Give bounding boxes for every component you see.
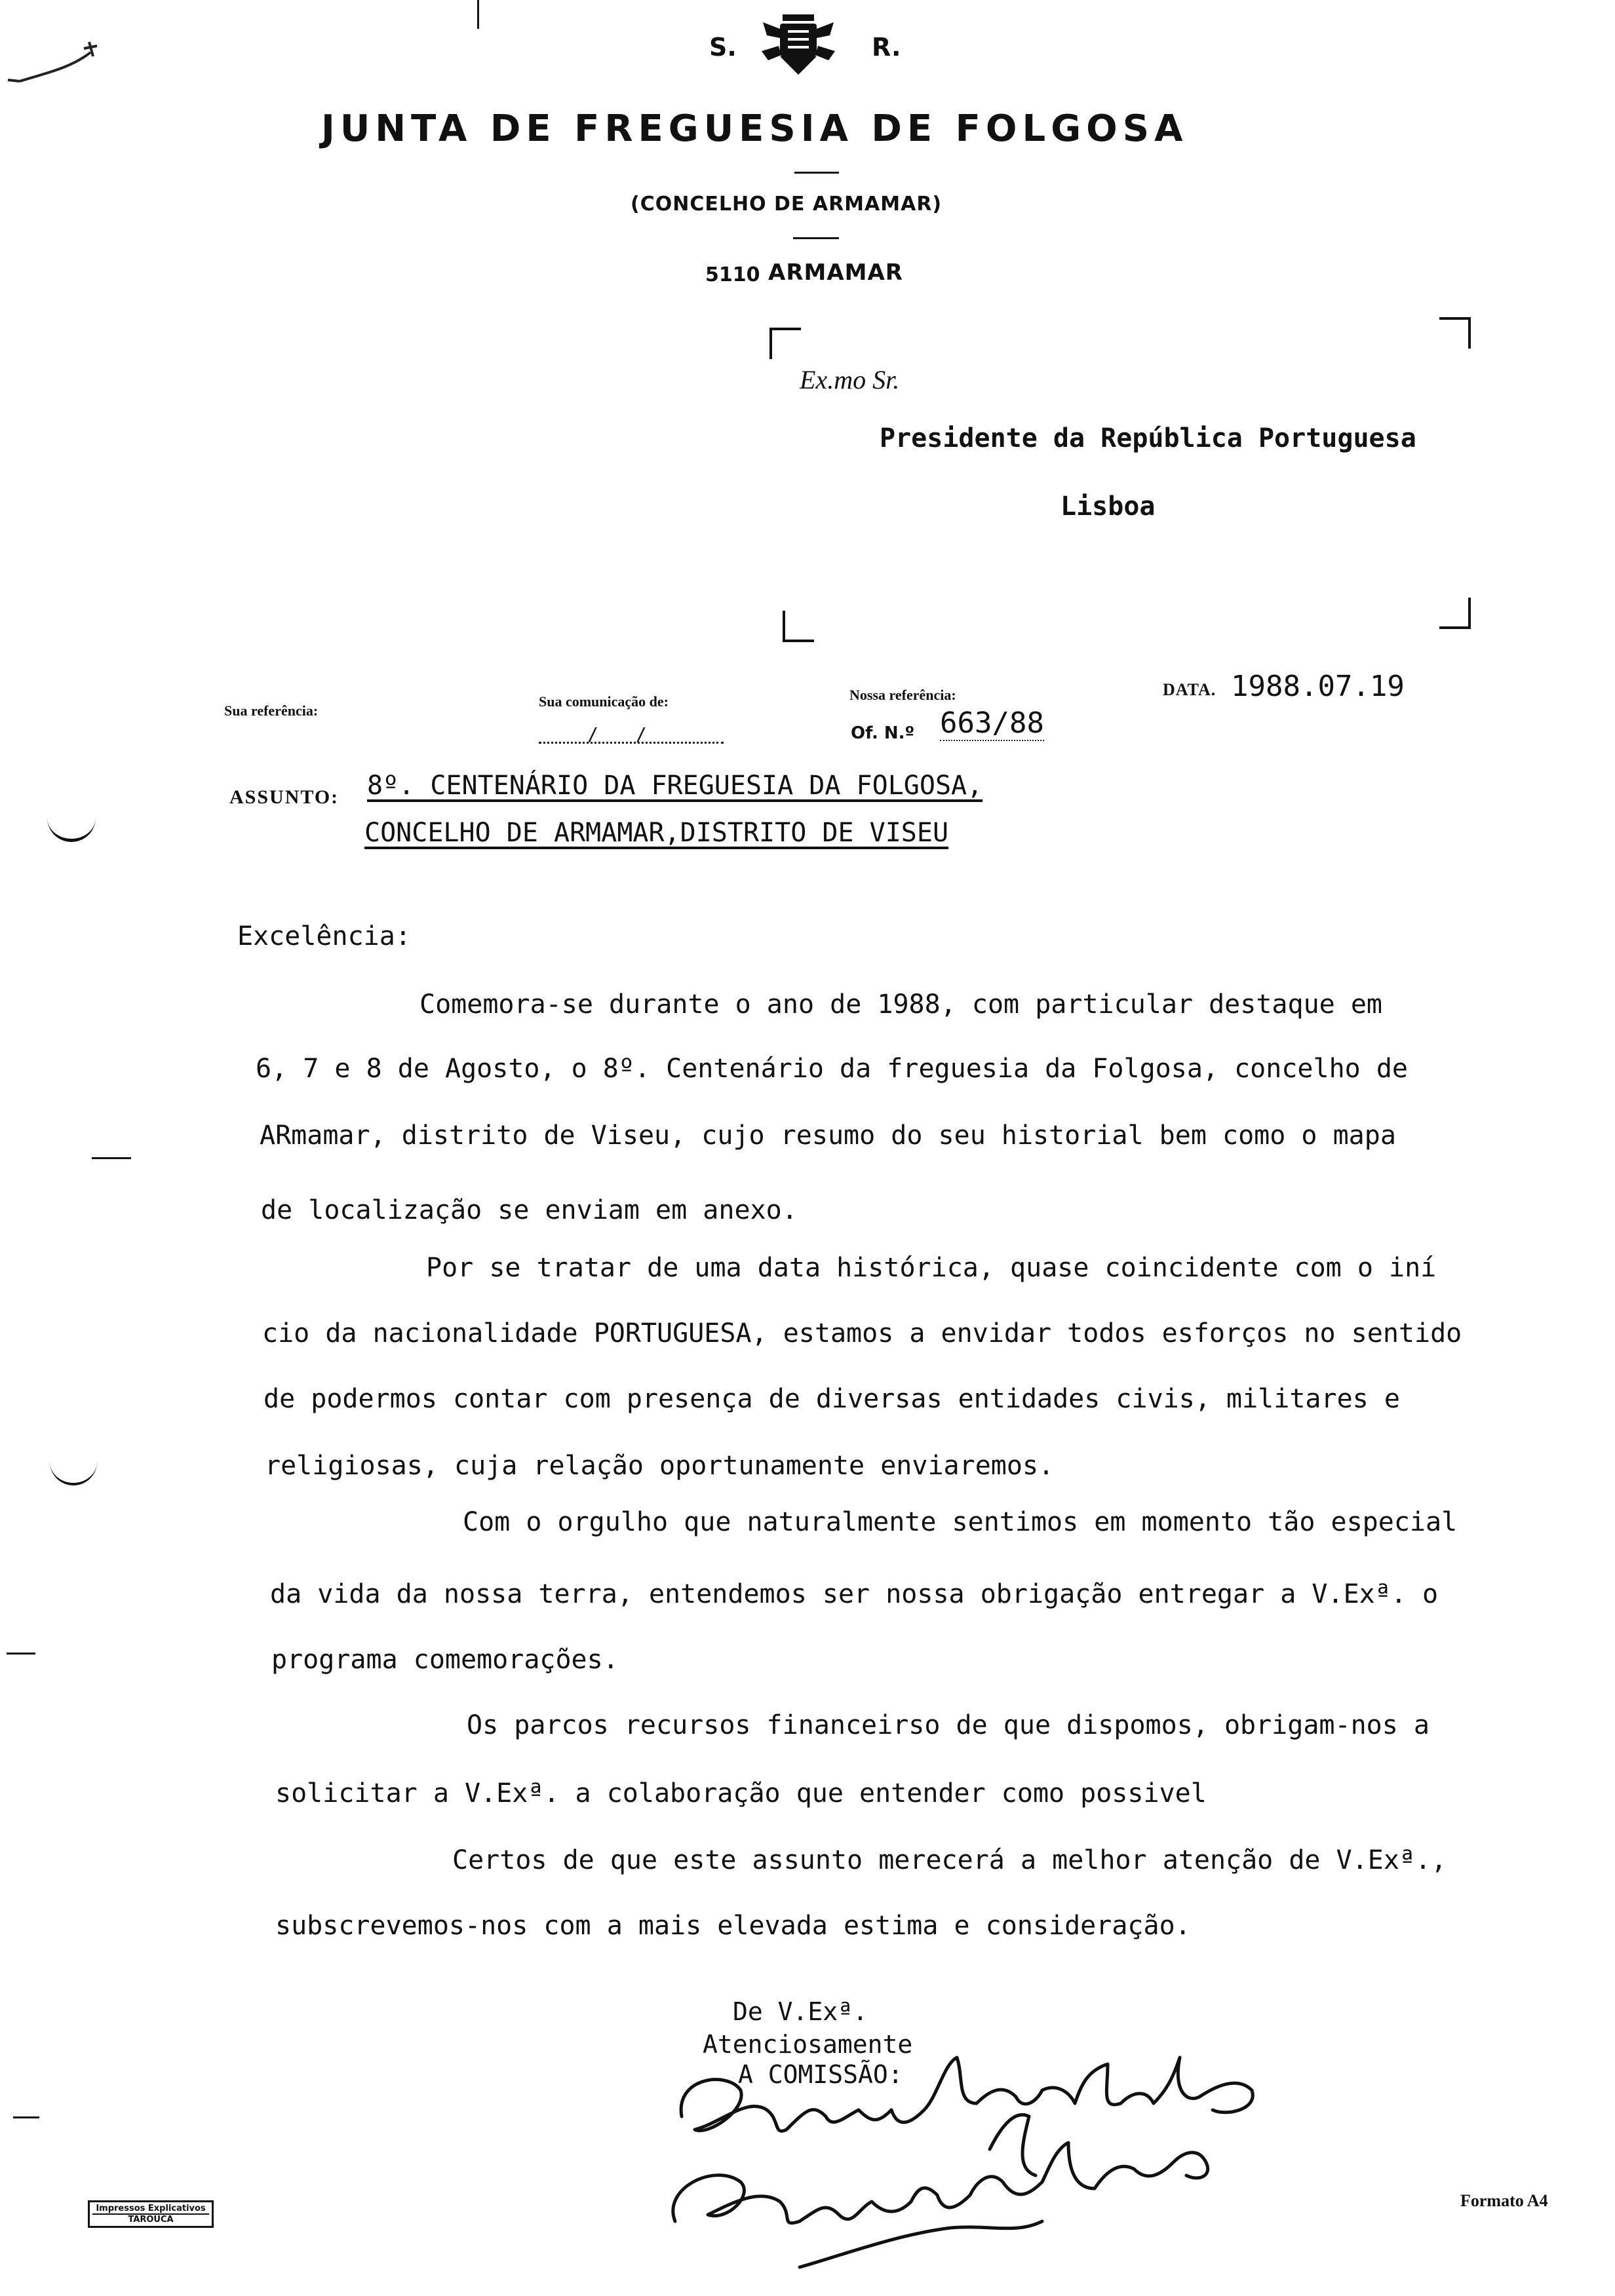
recipient-city: Lisboa — [1060, 491, 1156, 522]
body-line-14: Certos de que este assunto merecerá a melhor atenção de V.Exª., — [452, 1845, 1447, 1875]
postal-city: ARMAMAR — [768, 259, 903, 286]
subject-line-2: CONCELHO DE ARMAMAR,DISTRITO DE VISEU — [364, 818, 949, 848]
body-line-4: de localização se enviam em anexo. — [261, 1195, 798, 1225]
recipient-name: Presidente da República Portuguesa — [880, 423, 1416, 453]
sua-referencia-label: Sua referência: — [224, 702, 319, 719]
coat-of-arms-icon — [760, 9, 836, 81]
address-corner-top-left — [769, 328, 801, 359]
greeting: Excelência: — [237, 921, 411, 951]
fold-mark-1 — [92, 1157, 131, 1159]
punch-mark-2 — [50, 1458, 97, 1485]
sua-comunicacao-label: Sua comunicação de: — [539, 693, 669, 710]
subject-line-1: 8º. CENTENÁRIO DA FREGUESIA DA FOLGOSA, — [367, 771, 983, 801]
body-line-11: programa comemorações. — [271, 1645, 619, 1675]
sua-comunicacao-value: / / — [587, 723, 647, 745]
closing-line-1: De V.Exª. — [733, 1997, 868, 2026]
paper-format-label: Formato A4 — [1460, 2191, 1548, 2210]
printer-stamp — [88, 2200, 214, 2228]
organization-title: JUNTA DE FREGUESIA DE FOLGOSA — [321, 107, 1188, 150]
closing-line-3: A COMISSÃO: — [738, 2060, 903, 2089]
oficio-number: 663/88 — [940, 706, 1044, 740]
oficio-prefix: Of. N.º — [851, 723, 915, 743]
printer-line-1: Impressos Explicativos — [96, 2204, 206, 2213]
body-line-5: Por se tratar de uma data histórica, quase coincidente com o iní — [426, 1253, 1437, 1283]
body-line-12: Os parcos recursos financeirso de que dispomos, obrigam-nos a — [467, 1710, 1430, 1740]
address-corner-bottom-right — [1439, 598, 1471, 629]
body-line-8: religiosas, cuja relação oportunamente enviaremos. — [265, 1451, 1055, 1481]
printer-line-2: TAROUCA — [92, 2213, 209, 2225]
letterhead-left-mark: S. — [709, 33, 737, 62]
letterhead-right-mark: R. — [872, 33, 901, 62]
body-line-1: Comemora-se durante o ano de 1988, com particular destaque em — [419, 989, 1383, 1020]
closing-line-2: Atenciosamente — [703, 2030, 913, 2059]
address-corner-bottom-left — [783, 611, 814, 642]
subtitle-rule — [793, 237, 839, 239]
title-rule — [794, 172, 839, 174]
body-line-2: 6, 7 e 8 de Agosto, o 8º. Centenário da freguesia da Folgosa, concelho de — [256, 1054, 1408, 1084]
body-line-10: da vida da nossa terra, entendemos ser nossa obrigação entregar a V.Exª. o — [270, 1579, 1439, 1609]
postal-code: 5110 — [705, 263, 760, 286]
margin-scribble-icon — [5, 26, 104, 98]
body-line-15: subscrevemos-nos com a mais elevada estima e consideração. — [275, 1911, 1191, 1941]
fold-mark-2 — [7, 1653, 35, 1655]
body-line-7: de podermos contar com presença de diversas entidades civis, militares e — [263, 1384, 1400, 1414]
fold-mark-3 — [13, 2116, 39, 2118]
body-line-13: solicitar a V.Exª. a colaboração que entender como possivel — [275, 1778, 1207, 1808]
body-line-3: ARmamar, distrito de Viseu, cujo resumo do seu historial bem como o mapa — [260, 1120, 1396, 1151]
signature-icon — [649, 2038, 1344, 2274]
recipient-salutation: Ex.mo Sr. — [800, 365, 900, 394]
body-line-6: cio da nacionalidade PORTUGUESA, estamos a envidar todos esforços no sentido — [262, 1318, 1462, 1349]
address-corner-top-right — [1439, 317, 1471, 349]
margin-tick-top — [477, 0, 479, 29]
organization-subtitle: (CONCELHO DE ARMAMAR) — [631, 193, 943, 216]
subject-label: ASSUNTO: — [229, 786, 340, 808]
punch-mark-1 — [47, 813, 96, 842]
nossa-referencia-label: Nossa referência: — [849, 687, 956, 703]
data-value: 1988.07.19 — [1231, 670, 1405, 703]
data-label: DATA. — [1163, 680, 1216, 699]
body-line-9: Com o orgulho que naturalmente sentimos em momento tão especial — [463, 1507, 1458, 1537]
